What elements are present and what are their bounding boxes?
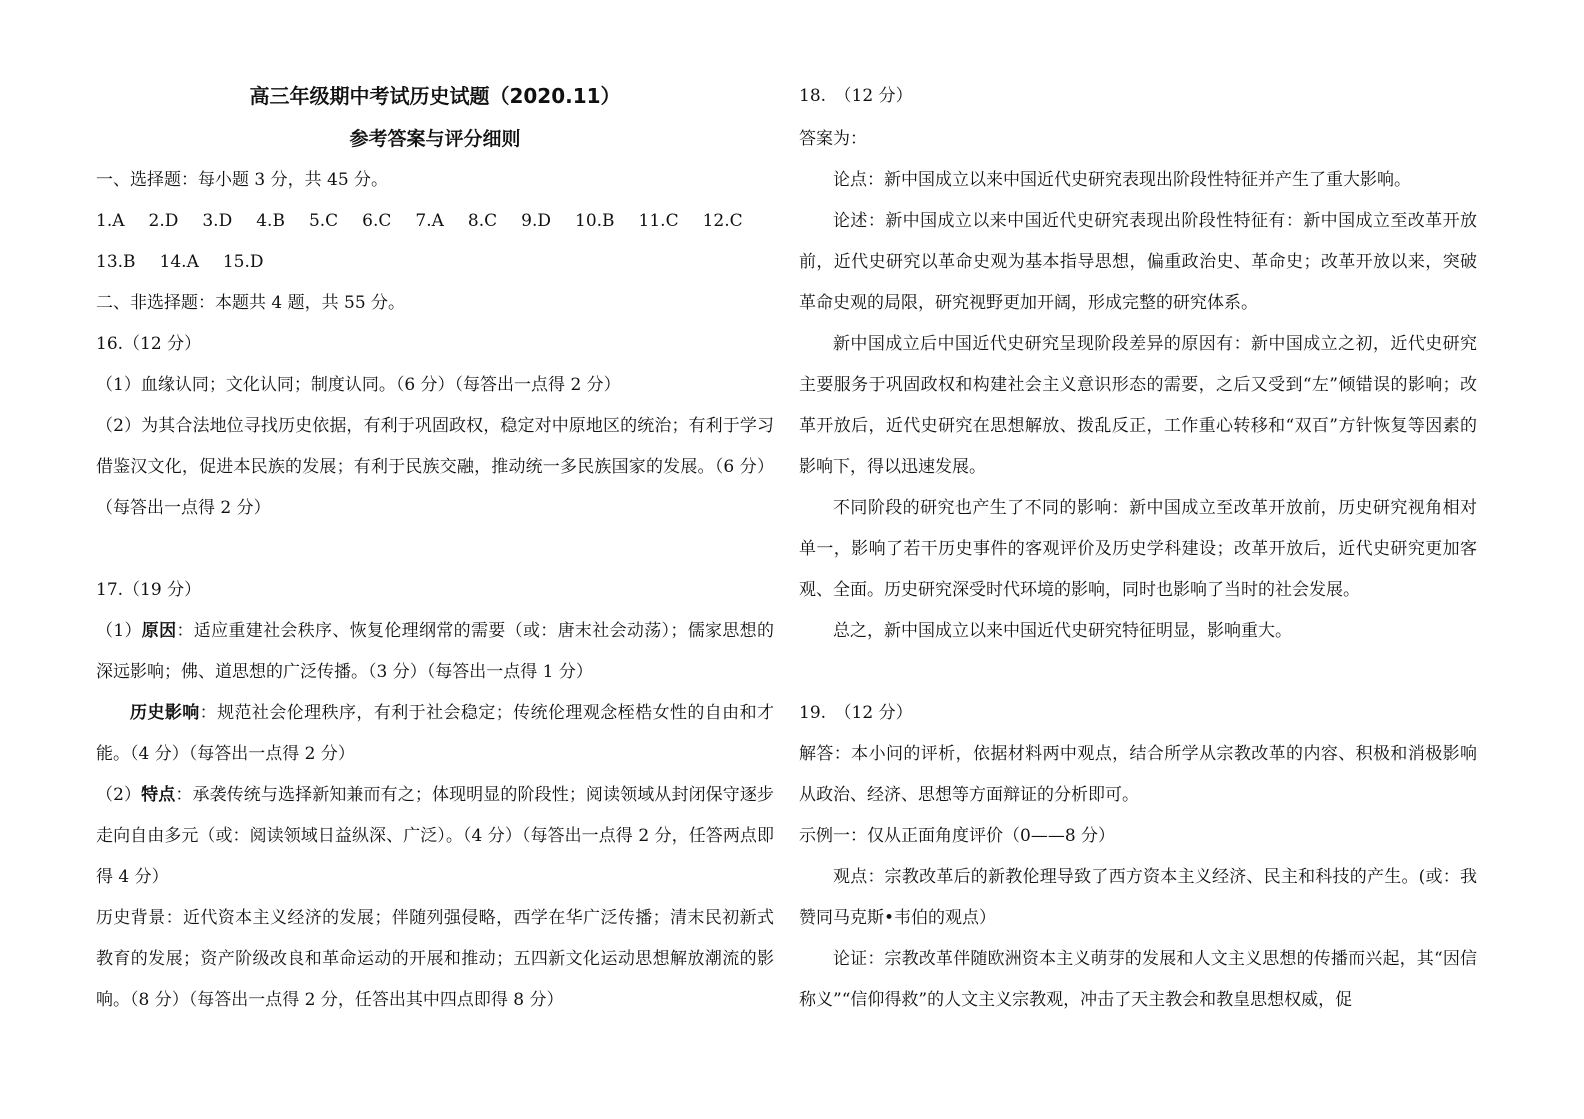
q17-a1-label: 原因 (141, 621, 177, 641)
q17-answer-3: 历史背景：近代资本主义经济的发展；伴随列强侵略，西学在华广泛传播；清末民初新式教育的发展；资产阶级改良和革命运动的开展和推动；五四新文化运动思想解放潮流的影响。（8 分）（每答出一点得 2 分，任答出其中四点即得 8 分） (96, 908, 774, 1010)
q17-heading: 17.（19 分） (96, 580, 202, 600)
q17-a1b-label: 历史影响 (130, 703, 200, 723)
document-title: 高三年级期中考试历史试题（2020.11） (249, 84, 621, 108)
choice-answer: 11.C (638, 211, 679, 231)
q19-argument: 论证：宗教改革伴随欧洲资本主义萌芽的发展和人文主义思想的传播而兴起，其“因信称义”“信仰得救”的人文主义宗教观，冲击了天主教会和教皇思想权威，促 (799, 949, 1477, 1010)
q19-viewpoint: 观点：宗教改革后的新教伦理导致了西方资本主义经济、民主和科技的产生。(或：我赞同马克斯•韦伯的观点） (799, 867, 1477, 928)
choice-answer: 3.D (202, 211, 233, 231)
q16-heading: 16.（12 分） (96, 334, 202, 354)
section-choice-heading: 一、选择题：每小题 3 分，共 45 分。 (96, 170, 389, 190)
choice-answer: 14.A (159, 252, 199, 272)
q18-reasons: 新中国成立后中国近代史研究呈现阶段差异的原因有：新中国成立之初，近代史研究主要服务于巩固政权和构建社会主义意识形态的需要，之后又受到“左”倾错误的影响；改革开放后，近代史研究在思想解放、拨乱反正，工作重心转移和“双百”方针恢复等因素的影响下，得以迅速发展。 (799, 334, 1477, 477)
q18-intro: 答案为： (799, 129, 867, 149)
right-column (799, 74, 1477, 1021)
section-nonchoice-heading: 二、非选择题：本题共 4 题，共 55 分。 (96, 293, 406, 313)
choice-answer: 12.C (702, 211, 743, 231)
choice-answer: 4.B (256, 211, 285, 231)
q18-heading: 18. （12 分） (799, 86, 913, 106)
choice-answer: 9.D (521, 211, 551, 231)
q16-answer-1: （1）血缘认同；文化认同；制度认同。（6 分）（每答出一点得 2 分） (96, 375, 621, 395)
q18-argument: 论述：新中国成立以来中国近代史研究表现出阶段性特征有：新中国成立至改革开放前，近代史研究以革命史观为基本指导思想，偏重政治史、革命史；改革开放以来，突破革命史观的局限，研究视野更加开阔，形成完整的研究体系。 (799, 211, 1477, 313)
choice-answer: 15.D (222, 252, 264, 272)
choice-answer: 2.D (148, 211, 179, 231)
choice-answer: 8.C (467, 211, 498, 231)
q19-guidance: 解答：本小问的评析，依据材料两中观点，结合所学从宗教改革的内容、积极和消极影响从政治、经济、思想等方面辩证的分析即可。 (799, 744, 1477, 805)
q17-a2-label: 特点 (141, 785, 176, 805)
q17-a1-text: ：适应重建社会秩序、恢复伦理纲常的需要（或：唐末社会动荡）；儒家思想的深远影响；佛、道思想的广泛传播。（3 分）（每答出一点得 1 分） (96, 621, 774, 682)
document-subtitle: 参考答案与评分细则 (349, 128, 521, 150)
q17-a2-prefix: （2） (96, 785, 142, 805)
choice-answer: 1.A (96, 211, 125, 231)
choice-answer: 6.C (362, 211, 392, 231)
q17-answer-1 (96, 611, 774, 693)
left-column (96, 74, 774, 1021)
q18-thesis: 论点：新中国成立以来中国近代史研究表现出阶段性特征并产生了重大影响。 (833, 170, 1411, 190)
choice-answer: 7.A (415, 211, 444, 231)
q18-impact: 不同阶段的研究也产生了不同的影响：新中国成立至改革开放前，历史研究视角相对单一，影响了若干历史事件的客观评价及历史学科建设；改革开放后，近代史研究更加客观、全面。历史研究深受时代环境的影响，同时也影响了当时的社会发展。 (799, 498, 1477, 600)
choice-answer: 5.C (308, 211, 339, 231)
q19-heading: 19. （12 分） (799, 703, 913, 723)
q17-answer-1b (96, 693, 774, 775)
spacer (96, 529, 774, 570)
q17-a2-text: ：承袭传统与选择新知兼而有之；体现明显的阶段性；阅读领域从封闭保守逐步走向自由多元（或：阅读领域日益纵深、广泛）。（4 分）（每答出一点得 2 分，任答两点即得 4 分） (96, 785, 774, 887)
q17-a1b-text: ：规范社会伦理秩序，有利于社会稳定；传统伦理观念桎梏女性的自由和才能。（4 分）（每答出一点得 2 分） (96, 703, 775, 764)
spacer (799, 652, 1477, 693)
q19-example-1: 示例一：仅从正面角度评价（0——8 分） (799, 826, 1116, 846)
choice-answer: 10.B (575, 211, 615, 231)
q16-answer-2: （2）为其合法地位寻找历史依据，有利于巩固政权，稳定对中原地区的统治；有利于学习借鉴汉文化，促进本民族的发展；有利于民族交融，推动统一多民族国家的发展。（6 分）（每答出一点得 2 分） (96, 416, 774, 518)
choice-answers (96, 201, 774, 283)
q18-conclusion: 总之，新中国成立以来中国近代史研究特征明显，影响重大。 (833, 621, 1292, 641)
q17-answer-2 (96, 775, 774, 898)
q17-a1-prefix: （1） (96, 621, 142, 641)
choice-answer: 13.B (96, 252, 136, 272)
